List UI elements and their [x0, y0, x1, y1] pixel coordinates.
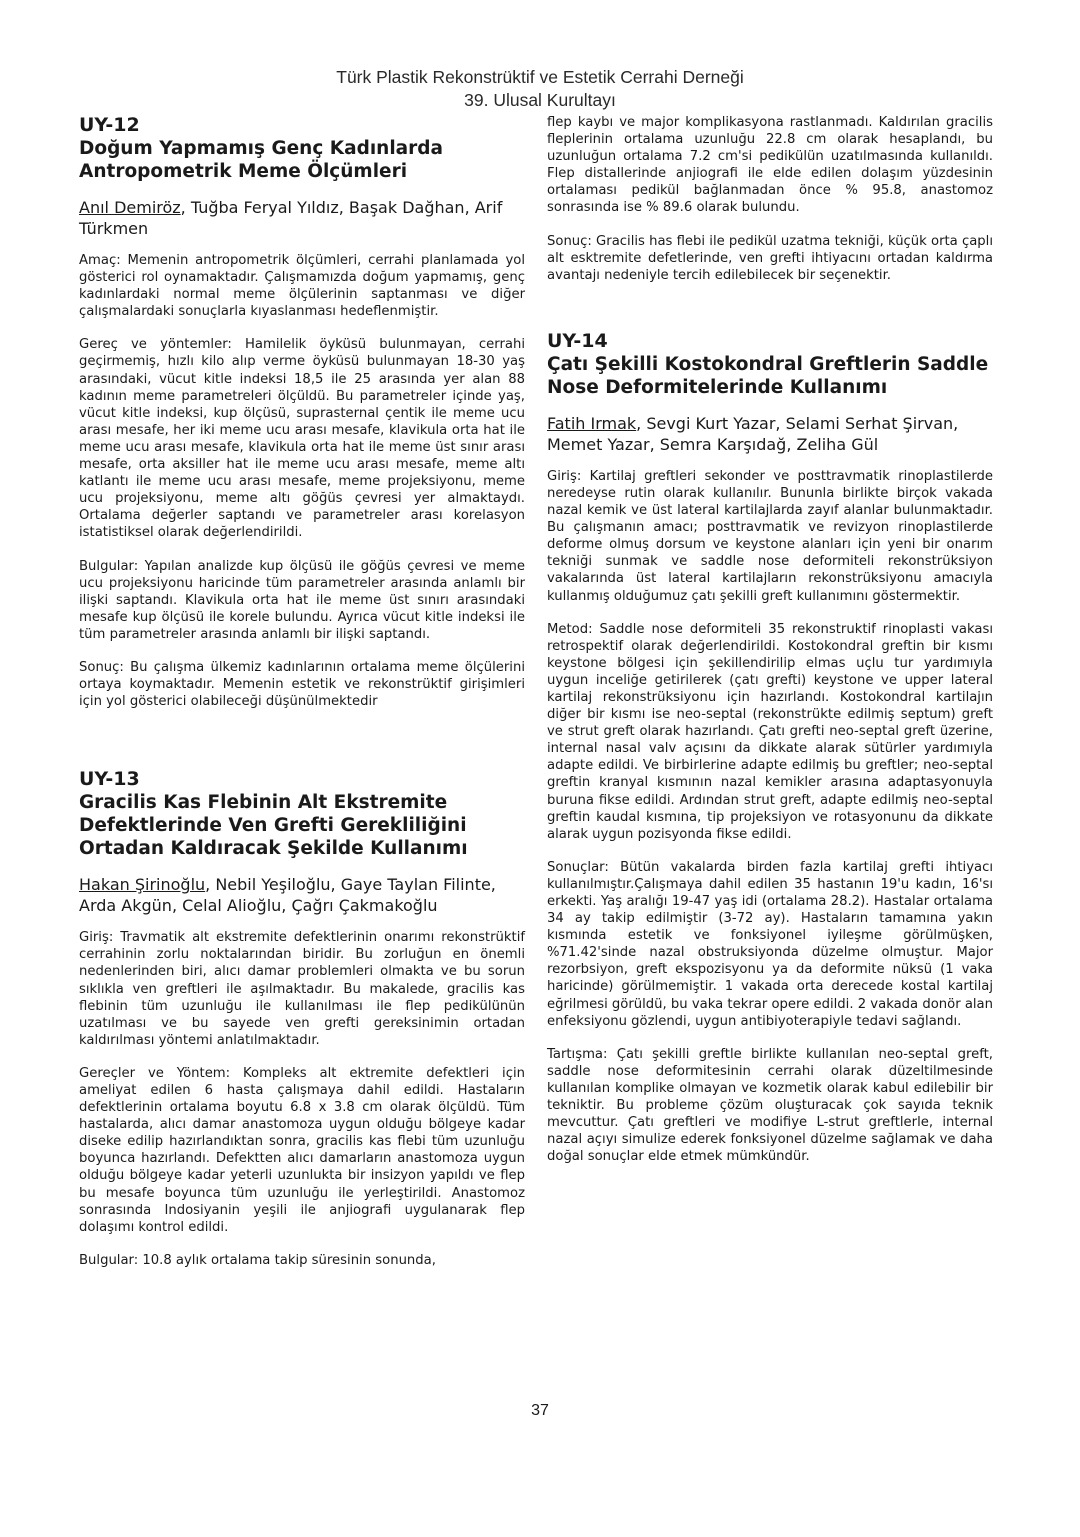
abstract-methods: Metod: Saddle nose deformiteli 35 rekonstruktif rinoplasti vakası retrospektif olarak değerlendirildi. Kostokondral greftin bir kısmı keystone bölgesi için şekillendirilip elmas uçlu tur yardımıyla uygun inceliğe getirilerek (çatı grefti) keystone ve upper lateral kartilaj rekonstrüksiyonu için hazırlandı. Kostokondral kartilajın diğer bir kısmı ise neo-septal (rekonstrükte edilmiş septum) greft ve strut greft olarak hazırlandı. Çatı grefti neo-septal greft üzerine, internal nasal valv açısını da dikkate alarak sütürler yardımıyla adapte edildi. Ve birbirlerine adapte edilmiş bu greftler; neo-septal greftin kranyal kısmının nazal kemikler arasına adaptasyonuyla buruna fikse edildi. Ardından strut greft, adapte edilmiş neo-septal greftin kaudal kısmına, tip projeksiyon ve rotasyonunu da dikkate alarak uygun pozisyonda fikse edildi.	[547, 621, 993, 842]
co-authors: , Nebil Yeşiloğlu, Gaye Taylan Filinte, Arda Akgün, Celal Alioğlu, Çağrı Çakmakoğlu	[79, 875, 496, 916]
abstract-results: Sonuçlar: Bütün vakalarda birden fazla kartilaj grefti ihtiyacı kullanılmıştır.Çalışmaya dahil edilen 35 hastanın 19'u kadın, 16'sı erkekti. Yaş aralığı 19-47 yaş idi (ortalama 28.2). Hastalar ortalama 34 ay takip edilmiştir (3-72 ay). Hastaların tamamına yakın kısmında estetik ve fonksiyonel iyileşme görülmüşken, %71.42'sinde nazal obstruksiyonda düzelme olmuştur. Major rezorbsiyon, greft ekspozisyonu ya da deformite nüksü (1 vaka haricinde) görülmemiştir. 1 vakada orta derecede kostal kartilaj eğrilmesi görüldü, bu vaka tekrar opere edildi. 2 vakada donör alan enfeksiyonu gözlendi, uygun antibiyoterapiyle tedavi sağlandı.	[547, 859, 993, 1029]
abstract-title: Çatı Şekilli Kostokondral Greftlerin Saddle Nose Deformitelerinde Kullanımı	[547, 353, 989, 398]
presenting-author: Hakan Şirinoğlu	[79, 875, 206, 895]
abstract-code: UY-12	[79, 114, 140, 136]
author-list	[547, 413, 993, 455]
author-list	[79, 197, 525, 239]
abstract-discussion: Tartışma: Çatı şekilli greftle birlikte kullanılan neo-septal greft, saddle nose deformitesinin cerrahi olarak düzeltilmesinde kullanılan komplike olmayan ve kozmetik olarak kabul edilebilir bir tekniktir. Bu probleme çözüm oluşturacak çok sayıda teknik mevcuttur. Çatı greftleri ve modifiye L-strut greftlerle, internal nazal açıyı simulize ederek fonksiyonel düzelme sağlamak ve daha doğal sonuçlar elde etmek mümkündür.	[547, 1046, 993, 1165]
abstract-methods: Gereç ve yöntemler: Hamilelik öyküsü bulunmayan, cerrahi geçirmemiş, hızlı kilo alıp verme öyküsü bulunmayan 18-30 yaş arasındaki, vücut kitle indeksi 18,5 ile 25 arasında yer alan 88 kadının meme parametreleri ölçüldü. Bu parametreler içinde yaş, vücut kitle indeksi, kup ölçüsü, suprasternal çentik ile meme ucu arası mesafe, her iki meme ucu arası mesafe, klavikula orta hat ile meme ucu arası mesafe, klavikula orta hat ile meme üst sınır arası mesafe, orta aksiller hat ile meme ucu arası mesafe, meme altı katlantı ile meme ucu arası mesafe, meme projeksiyonu, meme ucu projeksiyonu, meme altı göğüs çevresi yer almaktaydı. Ortalama değerler saptandı ve parametreler arası korelasyon istatistiksel olarak değerlendirildi.	[79, 337, 525, 541]
abstract-results: Bulgular: Yapılan analizde kup ölçüsü ile göğüs çevresi ve meme ucu projeksiyonu haricinde tüm parametreler arasında anlamlı bir ilişki saptandı. Klavikula orta hat ile meme üst sınırı arasındaki mesafe kup ölçüsü ile korele bulundu. Ayrıca vücut kitle indeksi ile tüm parametreler arasında anlamlı bir ilişki saptandı.	[79, 558, 525, 642]
abstract-results-start: Bulgular: 10.8 aylık ortalama takip süresinin sonunda,	[79, 1252, 436, 1268]
right-column	[547, 114, 993, 1181]
page-number: 37	[531, 1402, 549, 1419]
society-name: Türk Plastik Rekonstrüktif ve Estetik Cerrahi Derneği	[336, 67, 744, 87]
abstract-code: UY-14	[547, 329, 608, 352]
abstract-code: UY-13	[79, 768, 140, 791]
abstract-uy-12	[79, 114, 525, 710]
congress-name: 39. Ulusal Kurultayı	[464, 90, 616, 110]
page-header	[0, 66, 1080, 112]
abstract-introduction: Giriş: Kartilaj greftleri sekonder ve posttravmatik rinoplastilerde neredeyse rutin olarak kullanılır. Bununla birlikte birçok vakada nazal kemik ve üst lateral kartilajlarda zayıf alanlar bulunmaktadır. Bu çalışmanın amacı; posttravmatik ve revizyon rinoplastilerde deforme olmuş dorsum ve keystone alanları için yeni bir onarım tekniği sunmak ve saddle nose deformiteli rekonstrüksiyon vakalarında üst lateral kartilajların rekonstrüksiyonu amacıyla kullanmış olduğumuz çatı şekilli greft kullanımını göstermektir.	[547, 468, 993, 604]
abstract-methods: Gereçler ve Yöntem: Kompleks alt ektremite defektleri için ameliyat edilen 6 hasta çalışmaya dahil edildi. Hastaların defektlerinin ortalama boyutu 6.8 x 3.8 cm olarak ölçüldü. Tüm hastalarda, alıcı damar anastomoza uygun olduğu bölgeye kadar diseke edilip hazırlandıktan sonra, gracilis kas flebi tüm uzunluğu boyunca hazırlandı. Defektten alıcı damarların anastomoza uygun olduğu bölgeye kadar yeterli uzunlukta bir insizyon yapıldı ve flep bu mesafe boyunca tüm uzunluğu ile yerleştirildi. Anastomoz sonrasında Indosiyanin yeşili ile anjiografi uygulanarak flep dolaşımı kontrol edildi.	[79, 1065, 525, 1235]
abstract-conclusion: Sonuç: Gracilis has flebi ile pedikül uzatma tekniği, küçük orta çaplı alt esktremite defetlerinde, ven grefti ihtiyacını ortadan kaldırma avantajı nedeniyle tercih edilebilecek bir seçenektir.	[547, 233, 993, 283]
section-spacer	[79, 726, 525, 768]
abstract-results-continued: flep kaybı ve major komplikasyona rastlanmadı. Kaldırılan gracilis fleplerinin ortalama uzunluğu 22.8 cm olarak hesaplandı, bu uzunluğun ortalama 7.2 cm'si pedikülün uzatılmasında kullanıldı. Flep distallerinde anjiografi ile elde edilen dolaşım yüzdesinin ortalaması pedikül bağlanmadan önce % 95.8, anastomoz sonrasında ise % 89.6 olarak bulundu.	[547, 115, 993, 216]
abstract-title: Doğum Yapmamış Genç Kadınlarda Antropometrik Meme Ölçümleri	[79, 138, 444, 182]
abstract-uy-13-continued	[547, 114, 993, 284]
author-list	[79, 874, 525, 916]
left-column	[79, 114, 525, 1285]
co-authors: , Tuğba Feryal Yıldız, Başak Dağhan, Arif Türkmen	[79, 198, 503, 238]
abstract-introduction: Giriş: Travmatik alt ekstremite defektlerinin onarımı rekonstrüktif cerrahinin zorlu noktalarından biridir. Bu zorluğun en önemli nedenlerinden biri, alıcı damar problemleri olmakta ve bu sorun sıklıkla ven greftleri ile aşılmaktadır. Bu makalede, gracilis kas flebinin tüm uzunluğu ile kullanılması ile flep pedikülünün uzatılması ve bu sayede ven grefti gereksinimin ortadan kaldırılması yöntemi anlatılmaktadır.	[79, 930, 525, 1048]
abstract-conclusion: Sonuç: Bu çalışma ülkemiz kadınlarının ortalama meme ölçülerini ortaya koymaktadır. Memenin estetik ve rekonstrüktif girişimleri için yol gösterici olabileceği düşünülmektedir	[79, 659, 525, 710]
presenting-author: Anıl Demiröz	[79, 198, 181, 217]
presenting-author: Fatih Irmak	[547, 413, 637, 433]
abstract-uy-13	[79, 768, 525, 1269]
abstract-title: Gracilis Kas Flebinin Alt Ekstremite Defektlerinde Ven Grefti Gerekliliğini Ortadan Kaldıracak Şekilde Kullanımı	[79, 792, 468, 860]
abstract-uy-14	[547, 330, 993, 1166]
abstract-objective: Amaç: Memenin antropometrik ölçümleri, cerrahi planlamada yol gösterici rol oynamaktadır. Çalışmamızda doğum yapmamış, genç kadınlardaki normal meme ölçülerinin saptanması ve diğer çalışmalardaki sonuçlarla kıyaslanması hedeflenmiştir.	[79, 253, 525, 320]
section-spacer	[547, 300, 993, 330]
co-authors: , Sevgi Kurt Yazar, Selami Serhat Şirvan, Memet Yazar, Semra Karşıdağ, Zeliha Gül	[547, 413, 959, 454]
